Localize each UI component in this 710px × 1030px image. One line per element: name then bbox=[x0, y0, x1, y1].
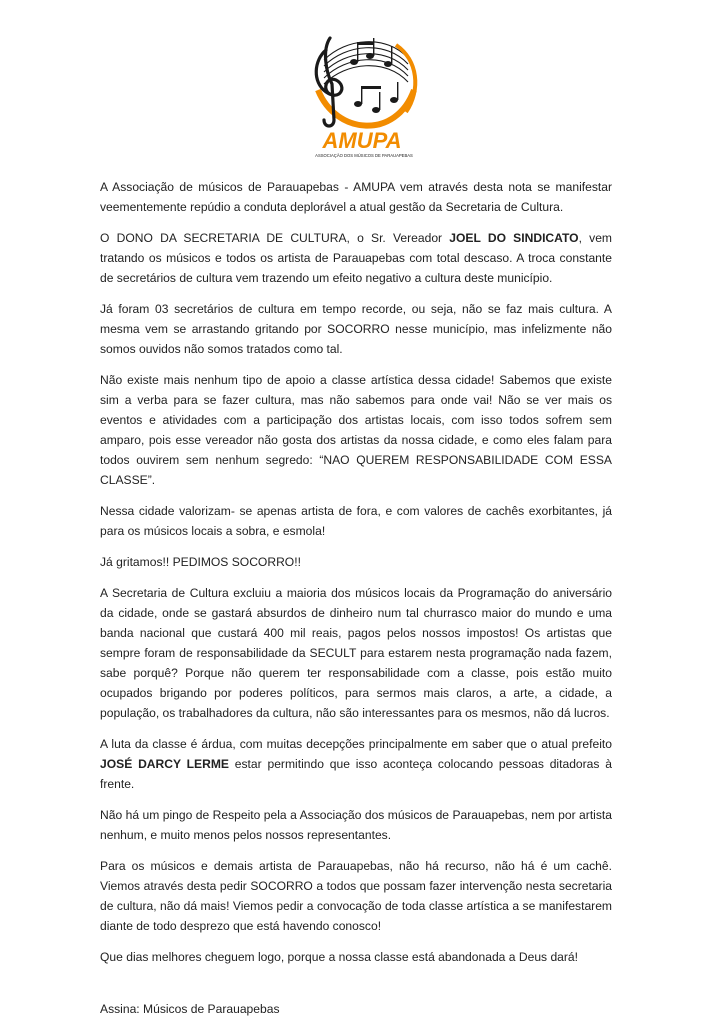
bold-name: JOEL DO SINDICATO bbox=[449, 231, 579, 245]
document-body bbox=[100, 177, 612, 1030]
paragraph: O DONO DA SECRETARIA DE CULTURA, o Sr. Vereador JOEL DO SINDICATO, vem tratando os músicos e todos os artista de Parauapebas com total descaso. A troca constante de secretários de cultura vem trazendo um efeito negativo a cultura deste município. bbox=[100, 231, 612, 285]
paragraph: Nessa cidade valorizam- se apenas artista de fora, e com valores de cachês exorbitantes, já para os músicos locais a sobra, e esmola! bbox=[100, 504, 612, 538]
paragraph: A Associação de músicos de Parauapebas - AMUPA vem através desta nota se manifestar veementemente repúdio a conduta deplorável a atual gestão da Secretaria de Cultura. bbox=[100, 180, 612, 214]
paragraph: Não existe mais nenhum tipo de apoio a classe artística dessa cidade! Sabemos que existe sim a verba para se fazer cultura, mas não sabemos para onde vai! Não se ver mais os eventos e atividades com a participação dos artistas locais, com isso todos sofrem sem amparo, pois esse vereador não gosta dos artistas da nossa cidade, e como eles falam para todos ouvirem sem nenhum segredo: “NAO QUEREM RESPONSABILIDADE COM ESSA CLASSE”. bbox=[100, 373, 612, 487]
paragraph: Não há um pingo de Respeito pela a Associação dos músicos de Parauapebas, nem por artista nenhum, e muito menos pelos nossos representantes. bbox=[100, 808, 612, 842]
signature: Assina: Músicos de Parauapebas bbox=[100, 1002, 280, 1016]
paragraph: Para os músicos e demais artista de Parauapebas, não há recurso, não há é um cachê. Viemos através desta pedir SOCORRO a todos que possam fazer intervenção nesta secretaria de cultura, não dá mais! Viemos pedir a convocação de toda classe artística a se manifestarem diante de todo desprezo que está havendo conosco! bbox=[100, 859, 612, 933]
logo-subtitle: ASSOCIAÇÃO DOS MÚSICOS DE PARAUAPEBAS bbox=[315, 153, 413, 158]
paragraph: Que dias melhores cheguem logo, porque a nossa classe está abandonada a Deus dará! bbox=[100, 950, 579, 964]
paragraph: A luta da classe é árdua, com muitas decepções principalmente em saber que o atual prefeito JOSÉ DARCY LERME estar permitindo que isso aconteça colocando pessoas ditadoras à frente. bbox=[100, 737, 612, 791]
logo-title: AMUPA bbox=[322, 128, 402, 153]
amupa-logo bbox=[296, 20, 426, 170]
paragraph: A Secretaria de Cultura excluiu a maioria dos músicos locais da Programação do aniversário da cidade, onde se gastará absurdos de dinheiro num tal churrasco maior do mundo e uma banda nacional que custará 400 mil reais, pagos pelos nossos impostos! Os artistas que sempre foram de responsabilidade da SECULT para estarem nesta programação nada fazem, sabe porquê? Porque não querem ter responsabilidade com a classe, pois estão muito ocupados brigando por poderes políticos, para sermos mais claros, a arte, a cidade, a população, os trabalhadores da cultura, não são interessantes para os mesmos, não dá lucros. bbox=[100, 586, 612, 720]
paragraph: Já gritamos!! PEDIMOS SOCORRO!! bbox=[100, 555, 301, 569]
bold-name: JOSÉ DARCY LERME bbox=[100, 757, 229, 771]
paragraph: Já foram 03 secretários de cultura em tempo recorde, ou seja, não se faz mais cultura. A mesma vem se arrastando gritando por SOCORRO nesse município, mas infelizmente não somos ouvidos não somos tratados como tal. bbox=[100, 302, 612, 356]
music-notes-icon bbox=[296, 20, 426, 170]
